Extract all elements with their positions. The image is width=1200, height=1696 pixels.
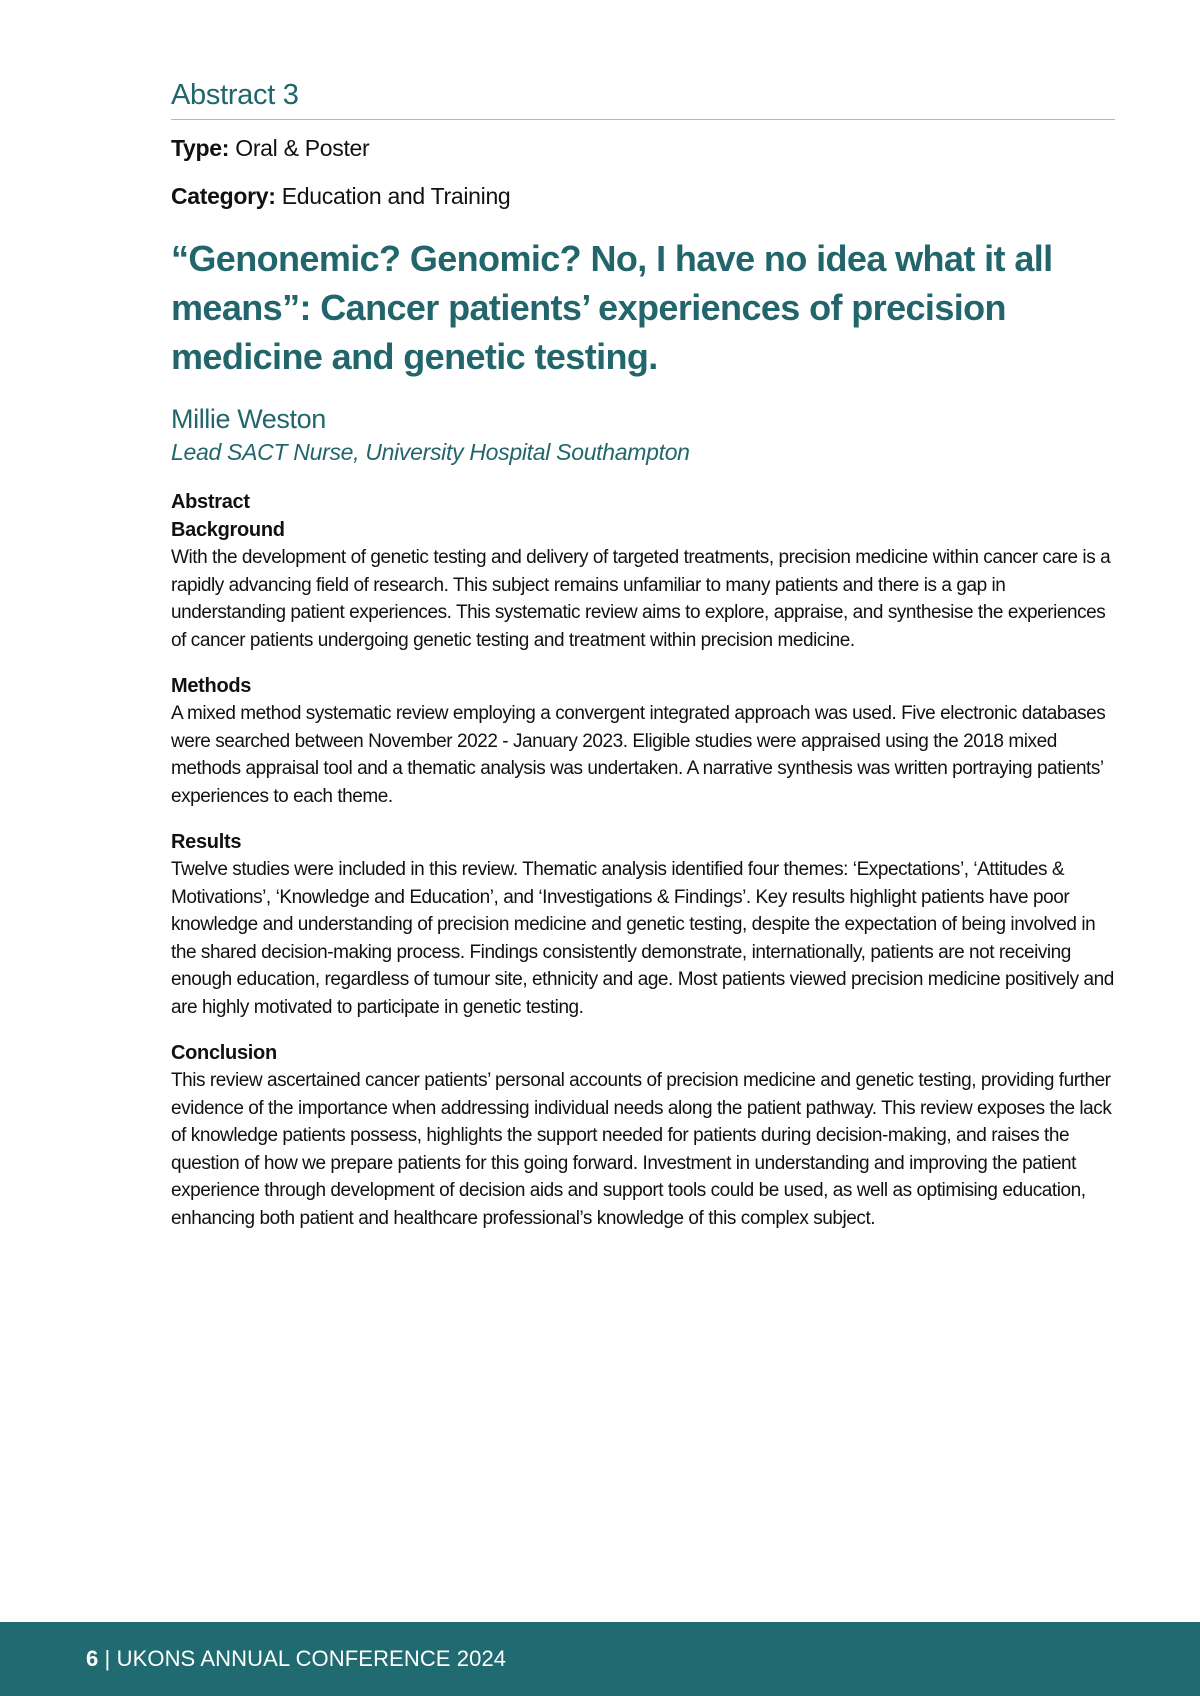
category-label: Category: [171,182,276,209]
section-conclusion [171,1039,1115,1232]
section-body: A mixed method systematic review employing a convergent integrated approach was used. Five electronic databases were searched between November 2022 - January 2023. Eligible studies were appraised using the 2018 mixed methods appraisal tool and a thematic analysis was undertaken. A narrative synthesis was written portraying patients’ experiences to each theme. [171,703,1106,807]
section-methods [171,672,1115,810]
heading-divider [171,119,1115,120]
abstract-title: “Genonemic? Genomic? No, I have no idea what it all means”: Cancer patients’ experiences of precision medicine and genetic testing. [171,238,1053,378]
page-footer [0,1622,1200,1696]
category-value: Education and Training [281,182,511,209]
section-heading: Background [171,519,285,542]
section-background [171,516,1115,654]
type-line [171,134,1115,163]
category-line [171,182,1115,211]
type-label: Type: [171,134,230,161]
page-number: 6 [86,1646,99,1671]
section-body: This review ascertained cancer patients’ personal accounts of precision medicine and genetic testing, providing further evidence of the importance when addressing individual needs along the patient pathway. This review exposes the lack of knowledge patients possess, highlights the support needed for patients during decision-making, and raises the question of how we prepare patients for this going forward. Investment in understanding and improving the patient experience through development of decision aids and support tools could be used, as well as optimising education, enhancing both patient and healthcare professional’s knowledge of this complex subject. [171,1070,1112,1229]
section-heading: Conclusion [171,1042,277,1065]
footer-text [86,1622,506,1696]
section-results [171,828,1115,1021]
author-affiliation: Lead SACT Nurse, University Hospital Southampton [171,438,690,465]
abstract-number: Abstract 3 [171,79,299,111]
type-value: Oral & Poster [235,134,370,161]
author-name: Millie Weston [171,404,326,435]
section-heading: Results [171,831,242,854]
abstract-label: Abstract [171,491,250,514]
section-heading: Methods [171,675,252,698]
section-body: Twelve studies were included in this review. Thematic analysis identified four themes: ‘Expectations’, ‘Attitudes & Motivations’, ‘Knowledge and Education’, and ‘Investigations & Findings’. Key results highlight patients have poor knowledge and understanding of precision medicine and genetic testing, despite the expectation of being involved in the shared decision-making process. Findings consistently demonstrate, internationally, patients are not receiving enough education, regardless of tumour site, ethnicity and age. Most patients viewed precision medicine positively and are highly motivated to participate in genetic testing. [171,859,1114,1018]
footer-separator: | [98,1646,117,1671]
abstract-content [171,78,1115,1232]
publication-name: UKONS ANNUAL CONFERENCE 2024 [116,1646,507,1671]
section-body: With the development of genetic testing and delivery of targeted treatments, precision medicine within cancer care is a rapidly advancing field of research. This subject remains unfamiliar to many patients and there is a gap in understanding patient experiences. This systematic review aims to explore, appraise, and synthesise the experiences of cancer patients undergoing genetic testing and treatment within precision medicine. [171,547,1111,651]
